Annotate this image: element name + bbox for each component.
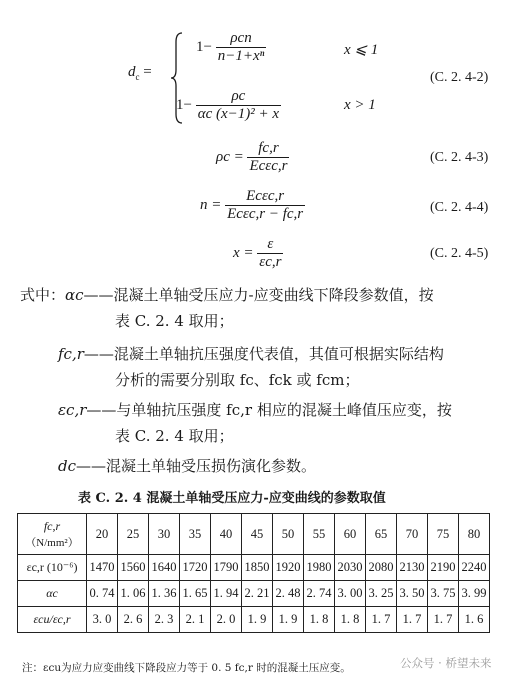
table-cell: 3. 99 [459,581,490,607]
definition-dc: dc——混凝土单轴受压损伤演化参数。 [58,457,317,475]
watermark: 公众号 · 桥望未来 [400,656,492,670]
column-header: 30 [149,514,180,555]
table-cell: 2. 48 [273,581,304,607]
x-equation: x = $\frac{\varepsilon}{\varepsilon c,r}$ [233,236,282,270]
column-header: 60 [335,514,366,555]
table-cell: 3. 0 [87,607,118,633]
table-cell: 1920 [273,555,304,581]
equation-number-2: (C. 2. 4-2) [430,70,489,85]
definition-fcr: fc,r——混凝土单轴抗压强度代表值，其值可根据实际结构 [58,345,444,363]
row-label: εcu/εc,r [18,607,87,633]
row-label: εc,r (10⁻⁶) [18,555,87,581]
table-cell: 1980 [304,555,335,581]
column-header: 20 [87,514,118,555]
table-cell: 2130 [397,555,428,581]
column-header: 35 [180,514,211,555]
table-cell: 1. 65 [180,581,211,607]
dc-symbol: $d_c$ = [128,64,152,82]
table-cell: 1. 8 [304,607,335,633]
table-cell: 1. 06 [118,581,149,607]
column-header: 50 [273,514,304,555]
table-cell: 1720 [180,555,211,581]
table-cell: 2. 21 [242,581,273,607]
n-equation: n = $\frac{\text{Ecεc,r}}{\text{Ecεc,r − fc,r}}$ [200,188,304,222]
table-cell: 2. 0 [211,607,242,633]
column-header: 80 [459,514,490,555]
column-header: 65 [366,514,397,555]
column-header: 45 [242,514,273,555]
table-row [18,581,490,607]
case2-condition: x > 1 [344,97,376,113]
header-cell: fc,r （N/mm²） [18,514,87,555]
table-cell: 3. 75 [428,581,459,607]
table-cell: 1640 [149,555,180,581]
definition-epsilon-cont: 表 C. 2. 4 取用； [115,427,234,445]
table-cell: 1. 94 [211,581,242,607]
case1-condition: x ⩽ 1 [344,42,379,58]
table-caption: 表 C. 2. 4 混凝土单轴受压应力-应变曲线的参数取值 [78,491,386,506]
table-cell: 2190 [428,555,459,581]
table-cell: 1. 9 [242,607,273,633]
row-label: αc [18,581,87,607]
table-row [18,607,490,633]
table-cell: 1470 [87,555,118,581]
table-cell: 3. 50 [397,581,428,607]
table-cell: 1. 36 [149,581,180,607]
table-cell: 2030 [335,555,366,581]
definition-alpha: 式中：αc——混凝土单轴受压应力-应变曲线下降段参数值，按 [20,286,434,304]
definition-epsilon: εc,r——与单轴抗压强度 fc,r 相应的混凝土峰值压应变，按 [58,401,452,419]
table-cell: 2080 [366,555,397,581]
case2: 1− $\frac{\rho c}{\text{αc (x−1)² + x}}$ [176,88,280,122]
definition-fcr-cont: 分析的需要分别取 fc、fck 或 fcm； [115,371,360,389]
definition-alpha-cont: 表 C. 2. 4 取用； [115,312,234,330]
table-cell: 2240 [459,555,490,581]
table-cell: 1790 [211,555,242,581]
table-cell: 1850 [242,555,273,581]
table-cell: 1. 9 [273,607,304,633]
table-cell: 1. 8 [335,607,366,633]
column-header: 25 [118,514,149,555]
table-cell: 2. 3 [149,607,180,633]
table-note: 注：εcu为应力应变曲线下降段应力等于 0. 5 fc,r 时的混凝土压应变。 [22,662,351,674]
equation-number-5: (C. 2. 4-5) [430,246,489,261]
column-header: 40 [211,514,242,555]
column-header: 70 [397,514,428,555]
table-cell: 1560 [118,555,149,581]
table-cell: 1. 7 [366,607,397,633]
column-header: 55 [304,514,335,555]
table-row [18,555,490,581]
table-header-row [18,514,490,555]
equation-number-3: (C. 2. 4-3) [430,150,489,165]
table-cell: 2. 74 [304,581,335,607]
table-cell: 0. 74 [87,581,118,607]
table-cell: 2. 6 [118,607,149,633]
table-cell: 3. 00 [335,581,366,607]
table-cell: 1. 7 [397,607,428,633]
parameter-table [17,513,490,633]
table-cell: 1. 7 [428,607,459,633]
equation-number-4: (C. 2. 4-4) [430,200,489,215]
table-cell: 2. 1 [180,607,211,633]
table-cell: 3. 25 [366,581,397,607]
column-header: 75 [428,514,459,555]
rho-equation: ρc = $\frac{fc,r}{\text{Ecεc,r}}$ [216,140,288,174]
case1: 1− $\frac{\text{ρcn}}{\text{n−1+xⁿ}}$ [196,30,265,64]
table-cell: 1. 6 [459,607,490,633]
